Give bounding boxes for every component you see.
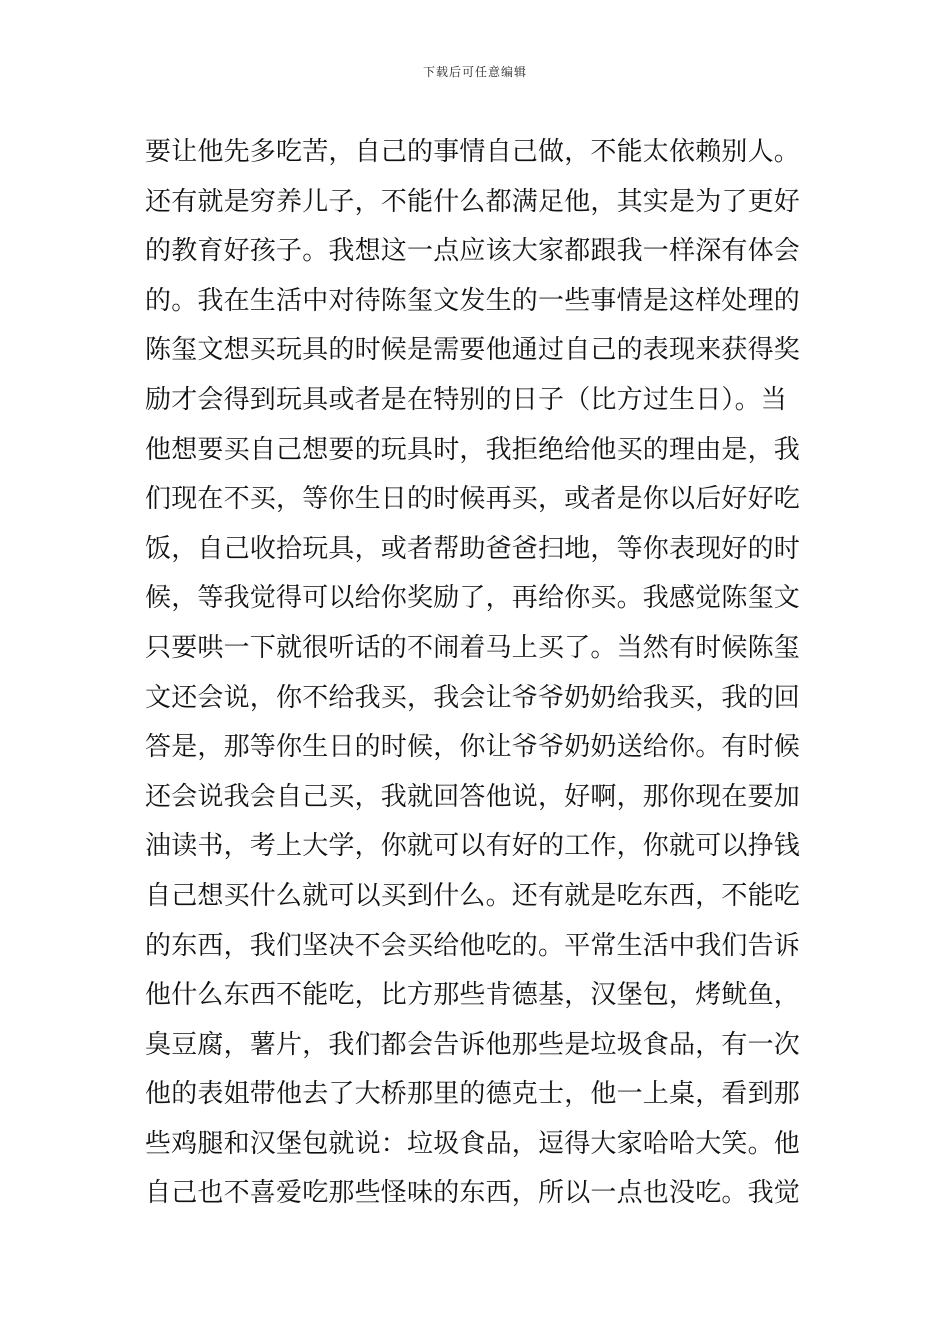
text-line: 饭，自己收拾玩具，或者帮助爸爸扫地，等你表现好的时 — [145, 533, 801, 564]
text-line: 油读书，考上大学，你就可以有好的工作，你就可以挣钱 — [145, 831, 801, 862]
text-line: 励才会得到玩具或者是在特别的日子（比方过生日）。当 — [145, 384, 788, 415]
page-header: 下载后可任意编辑 — [422, 65, 527, 79]
text-line: 他想要买自己想要的玩具时，我拒绝给他买的理由是，我 — [145, 434, 801, 465]
text-line: 还会说我会自己买，我就回答他说，好啊，那你现在要加 — [145, 781, 801, 812]
text-line: 的。我在生活中对待陈玺文发生的一些事情是这样处理的 — [145, 285, 801, 316]
text-line: 自己也不喜爱吃那些怪味的东西，所以一点也没吃。我觉 — [145, 1178, 801, 1209]
text-line: 陈玺文想买玩具的时候是需要他通过自己的表现来获得奖 — [145, 335, 801, 366]
text-line: 要让他先多吃苦，自己的事情自己做，不能太依赖别人。 — [145, 137, 801, 167]
text-line: 他的表姐带他去了大桥那里的德克士，他一上桌，看到那 — [145, 1079, 801, 1110]
text-line: 的教育好孩子。我想这一点应该大家都跟我一样深有体会 — [145, 236, 801, 267]
text-line: 只要哄一下就很听话的不闹着马上买了。当然有时候陈玺 — [145, 632, 801, 663]
text-line: 们现在不买，等你生日的时候再买，或者是你以后好好吃 — [145, 484, 801, 515]
text-line: 些鸡腿和汉堡包就说：垃圾食品，逗得大家哈哈大笑。他 — [145, 1128, 801, 1159]
body-text — [145, 128, 810, 1219]
text-line: 文还会说，你不给我买，我会让爷爷奶奶给我买，我的回 — [145, 682, 801, 713]
text-line: 的东西，我们坚决不会买给他吃的。平常生活中我们告诉 — [145, 930, 801, 961]
text-line: 候，等我觉得可以给你奖励了，再给你买。我感觉陈玺文 — [145, 583, 801, 614]
text-line: 答是，那等你生日的时候，你让爷爷奶奶送给你。有时候 — [145, 732, 801, 763]
text-line: 他什么东西不能吃，比方那些肯德基，汉堡包，烤鱿鱼， — [145, 980, 801, 1011]
text-line: 臭豆腐，薯片，我们都会告诉他那些是垃圾食品，有一次 — [145, 1029, 801, 1060]
text-line: 自己想买什么就可以买到什么。还有就是吃东西，不能吃 — [145, 880, 801, 911]
text-line: 还有就是穷养儿子，不能什么都满足他，其实是为了更好 — [145, 186, 801, 217]
